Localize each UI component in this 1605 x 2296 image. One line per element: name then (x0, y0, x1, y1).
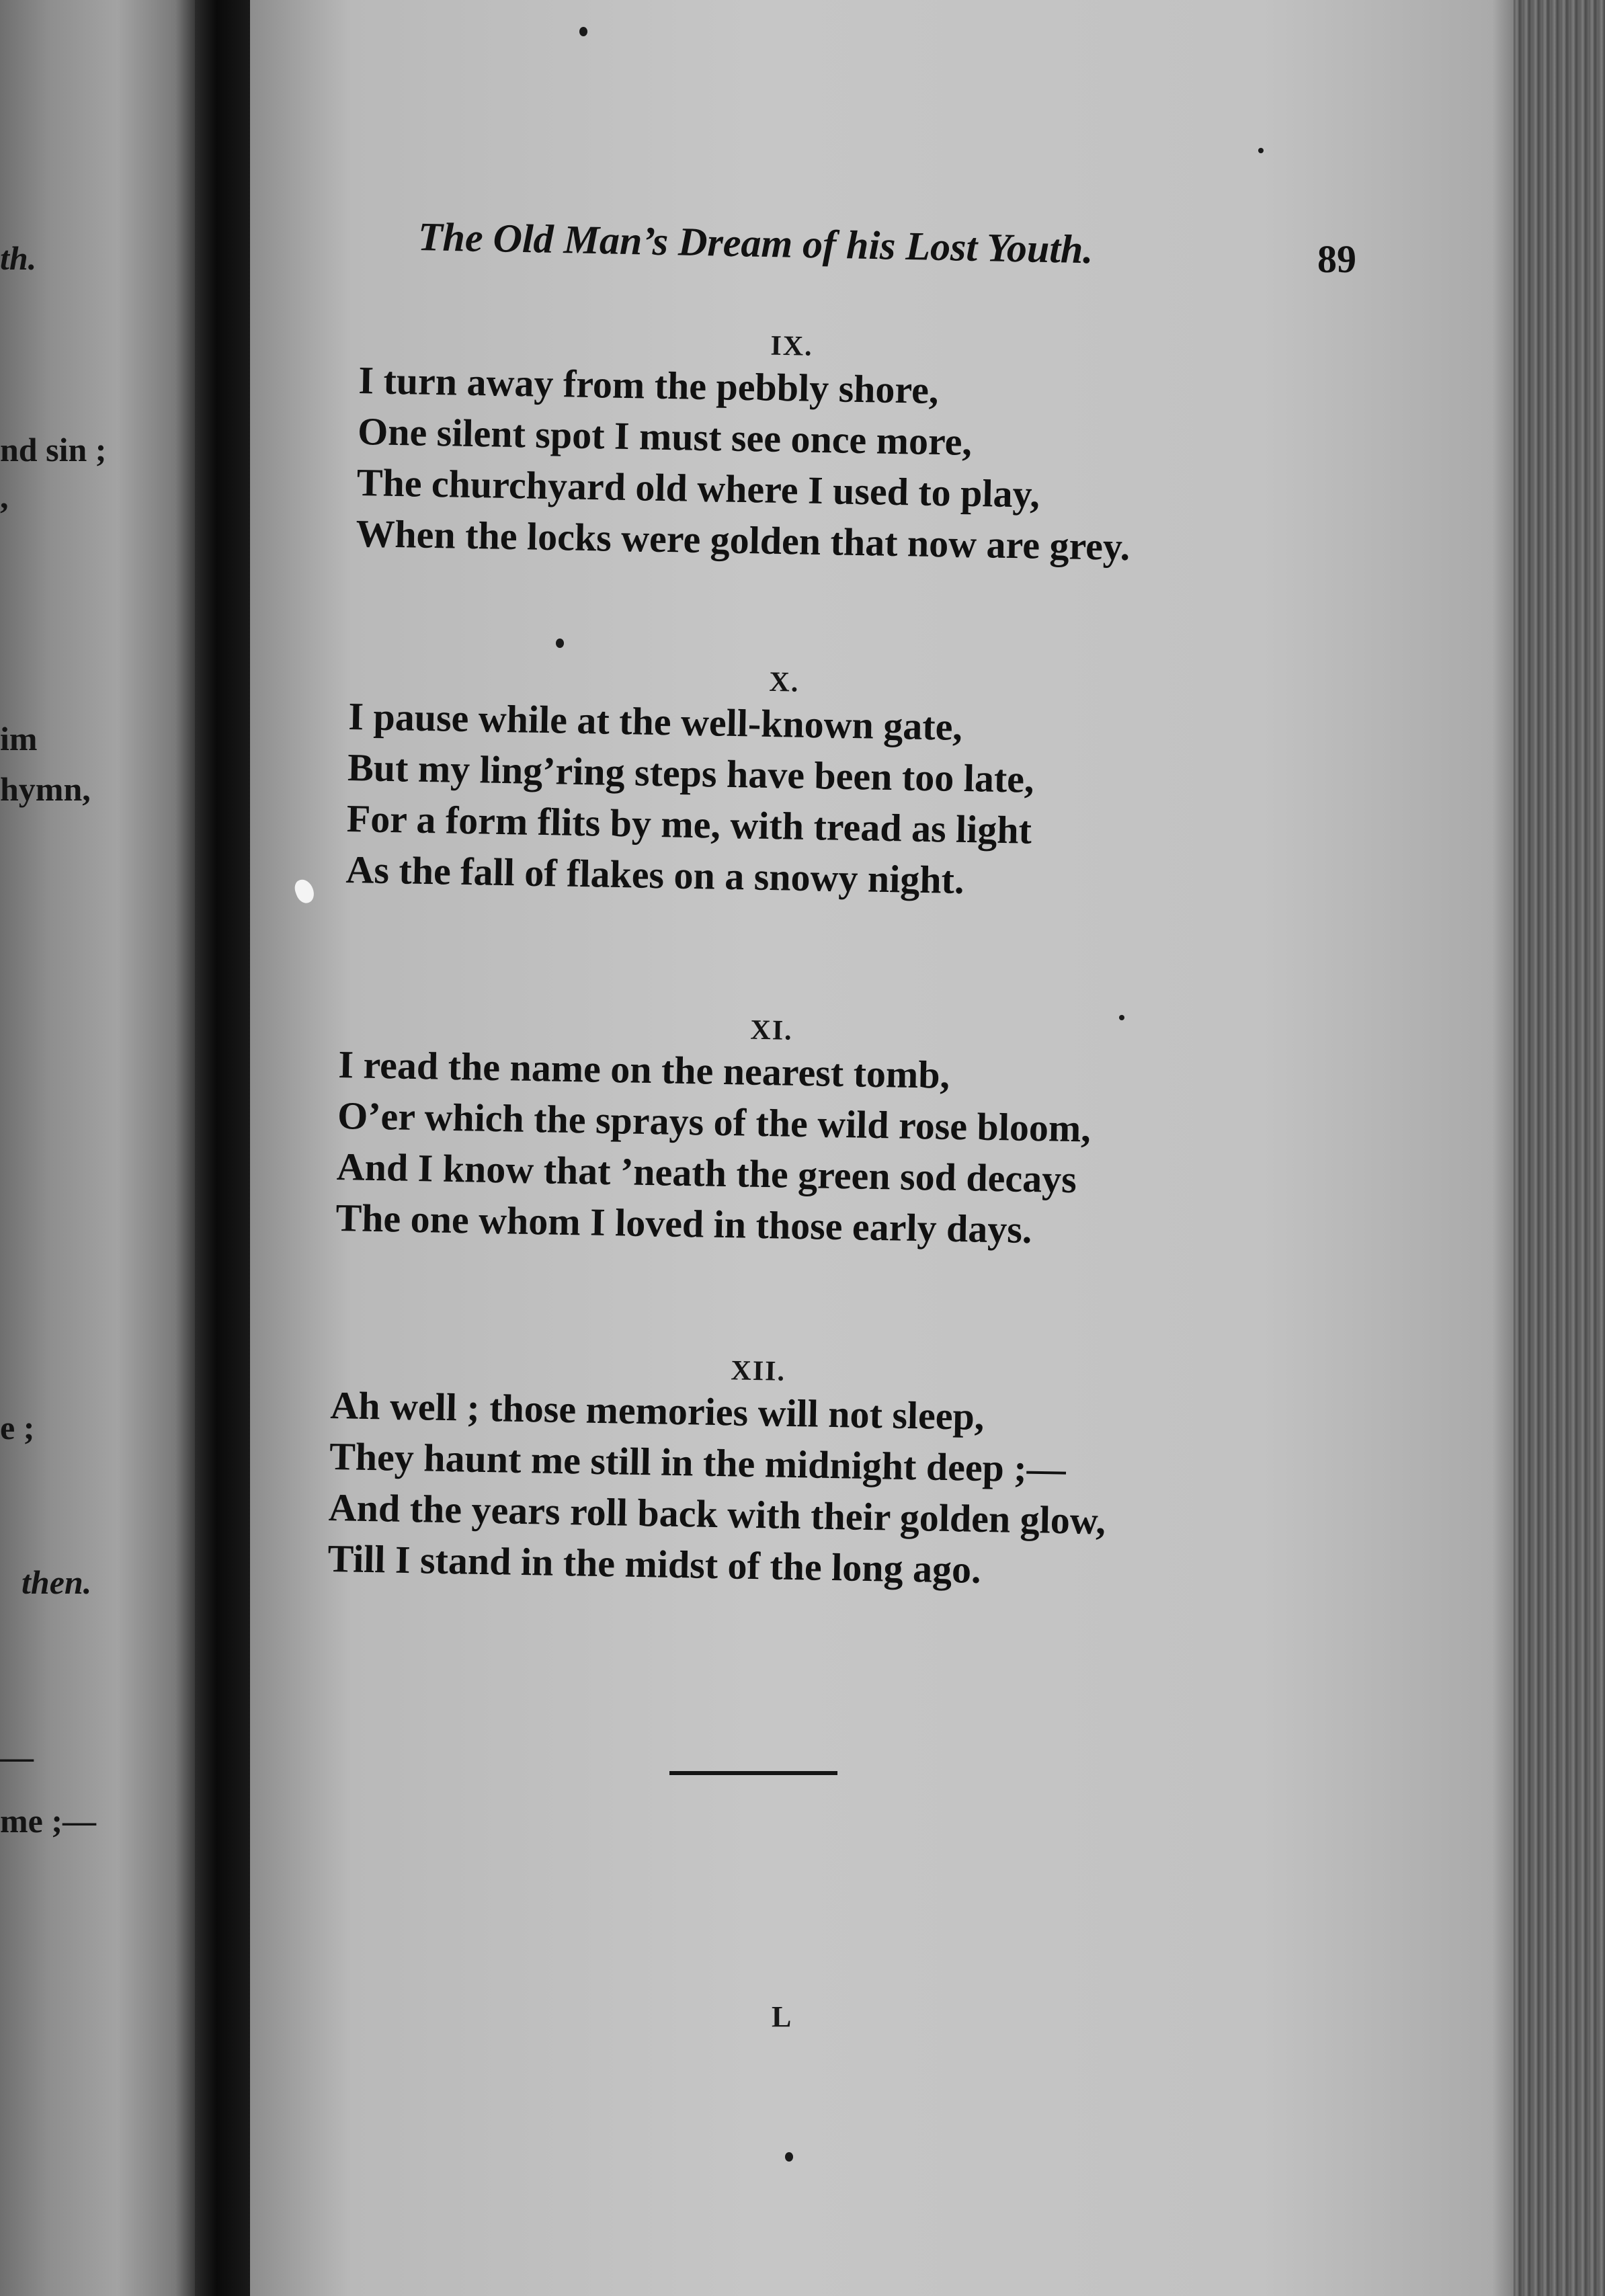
stanza-numeral: XI. (750, 1014, 794, 1047)
verse-line: Ah well ; those memories will not sleep, (329, 1383, 985, 1438)
verse-line: As the fall of flakes on a snowy night. (345, 847, 965, 903)
scan-speck (785, 2152, 793, 2162)
closing-rule (669, 1771, 837, 1775)
verse-line: For a form flits by me, with tread as light (346, 796, 1032, 852)
previous-page-text-4: im (0, 720, 38, 757)
previous-page-text-7: then. (22, 1563, 92, 1601)
signature-mark: L (772, 2000, 792, 2033)
page-edges (1514, 0, 1605, 2296)
previous-page-text-1: th. (0, 239, 37, 277)
running-head: The Old Man’s Dream of his Lost Youth. (417, 214, 1094, 272)
verse-line: One silent spot I must see once more, (357, 409, 973, 464)
stanza-numeral: IX. (770, 330, 814, 362)
verse-line: And the years roll back with their golden glow, (328, 1485, 1106, 1543)
book-gutter (195, 0, 250, 2296)
previous-page-text-9: me ;— (0, 1802, 96, 1840)
verse-line: When the locks were golden that now are grey. (355, 511, 1130, 569)
verse-line: The churchyard old where I used to play, (356, 460, 1040, 516)
verse-line: Till I stand in the midst of the long ago. (327, 1536, 982, 1592)
stanza-numeral: X. (769, 666, 800, 698)
scan-speck (1258, 148, 1264, 153)
verse-line: O’er which the sprays of the wild rose bloom, (337, 1093, 1092, 1151)
verse-line: The one whom I loved in those early days. (335, 1195, 1032, 1252)
verse-line: And I know that ’neath the green sod decays (336, 1144, 1077, 1202)
scan-speck (556, 639, 564, 648)
previous-page-fragment (0, 0, 195, 2296)
verse-line: I pause while at the well-known gate, (347, 694, 963, 749)
previous-page-text-6: e ; (0, 1409, 35, 1446)
previous-page-text-5: hymn, (0, 770, 91, 808)
verse-line: They haunt me still in the midnight deep ;— (329, 1434, 1067, 1491)
previous-page-text-2: nd sin ; (0, 431, 107, 468)
previous-page-text-3: , (0, 478, 9, 516)
verse-line: I read the name on the nearest tomb, (337, 1042, 950, 1097)
verse-line: I turn away from the pebbly shore, (358, 358, 940, 413)
page-number: 89 (1317, 237, 1356, 281)
stanza-numeral: XII. (731, 1355, 786, 1387)
scan-speck (1119, 1015, 1124, 1020)
previous-page-text-8: — (0, 1738, 34, 1776)
verse-line: But my ling’ring steps have been too late, (347, 745, 1035, 801)
scan-speck (579, 27, 587, 36)
